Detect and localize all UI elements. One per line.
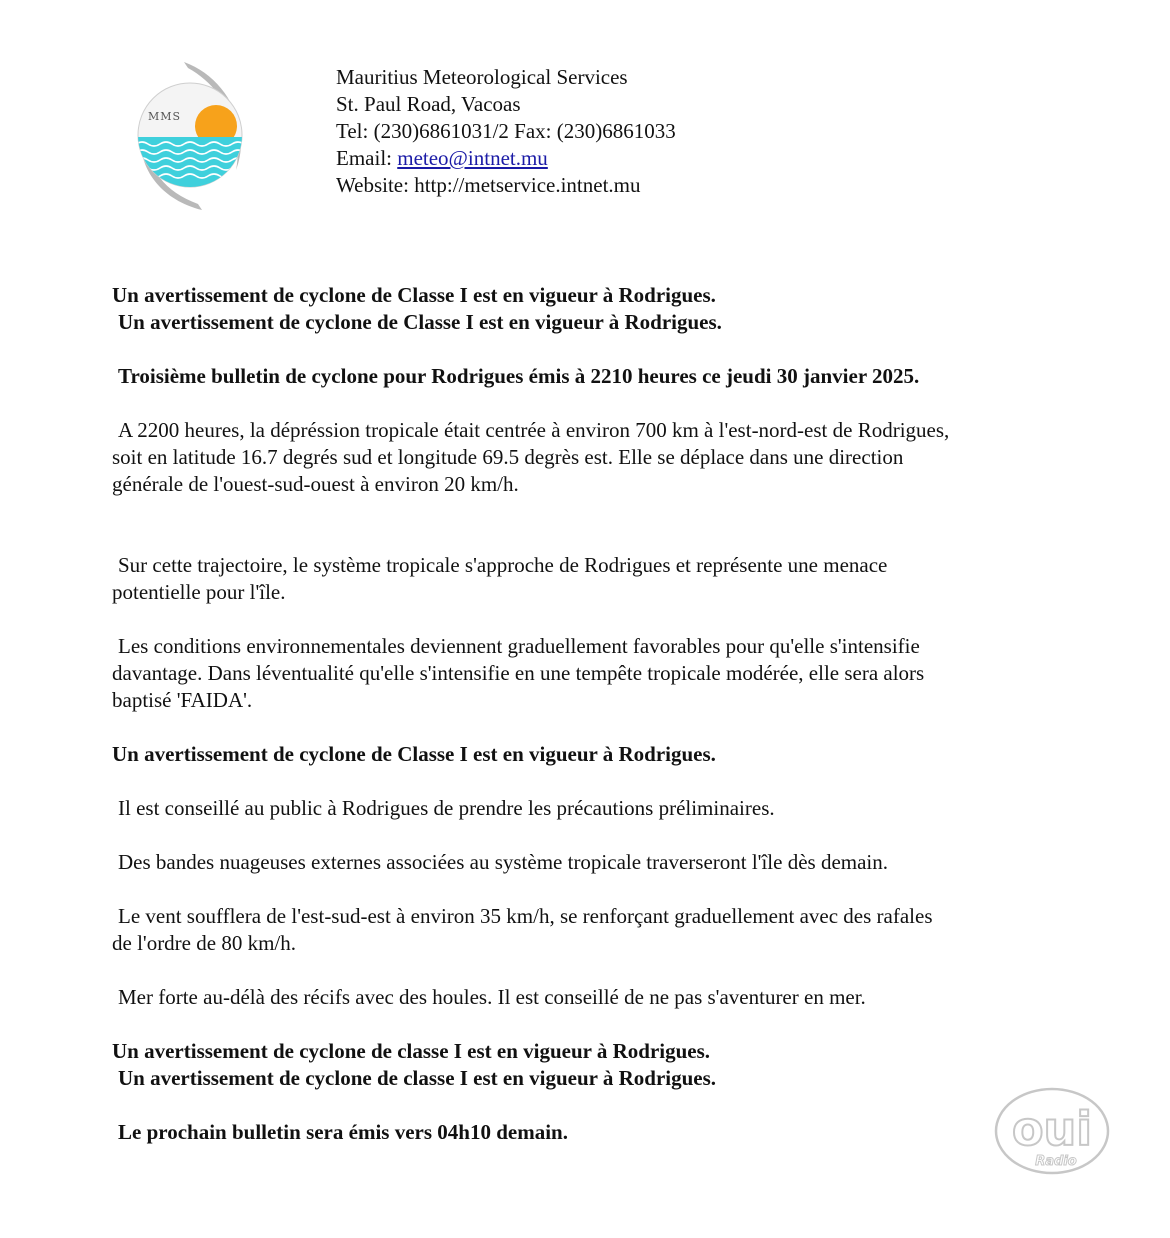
watermark-text: oui	[1011, 1102, 1093, 1156]
header-block	[336, 64, 676, 199]
email-line	[336, 145, 676, 172]
track-line-1: Sur cette trajectoire, le système tropicale s'approche de Rodrigues et représente une menace	[118, 553, 888, 577]
warning-line-3: Un avertissement de cyclone de Classe I est en vigueur à Rodrigues.	[112, 742, 716, 766]
position-line-3: générale de l'ouest-sud-ouest à environ 20 km/h.	[112, 472, 519, 496]
wind-line-1: Le vent soufflera de l'est-sud-est à environ 35 km/h, se renforçant graduellement avec des rafales	[118, 904, 933, 928]
email-link[interactable]: meteo@intnet.mu	[397, 146, 548, 170]
bulletin-body	[112, 282, 1062, 1146]
sea-line: Mer forte au-délà des récifs avec des houles. Il est conseillé de ne pas s'aventurer en mer.	[118, 985, 866, 1009]
watermark-sub: Radio	[1035, 1154, 1077, 1169]
position-line-1: A 2200 heures, la dépréssion tropicale était centrée à environ 700 km à l'est-nord-est de Rodrigues,	[118, 418, 950, 442]
mms-logo	[132, 58, 252, 216]
clouds-line: Des bandes nuageuses externes associées au système tropicale traverseront l'île dès demain.	[118, 850, 889, 874]
logo-text: MMS	[148, 110, 182, 123]
warning-line-5: Un avertissement de cyclone de classe I est en vigueur à Rodrigues.	[118, 1066, 717, 1090]
warning-line-2: Un avertissement de cyclone de Classe I est en vigueur à Rodrigues.	[118, 310, 722, 334]
track-line-2: potentielle pour l'île.	[112, 580, 286, 604]
email-label: Email:	[336, 146, 398, 170]
tel-fax: Tel: (230)6861031/2 Fax: (230)6861033	[336, 119, 676, 143]
environment-line-2: davantage. Dans léventualité qu'elle s'intensifie en une tempête tropicale modérée, elle sera alors	[112, 661, 925, 685]
warning-line-1: Un avertissement de cyclone de Classe I est en vigueur à Rodrigues.	[112, 283, 716, 307]
wind-line-2: de l'ordre de 80 km/h.	[112, 931, 296, 955]
environment-line-1: Les conditions environnementales deviennent graduellement favorables pour qu'elle s'intensifie	[118, 634, 920, 658]
environment-line-3: baptisé 'FAIDA'.	[112, 688, 253, 712]
org-name: Mauritius Meteorological Services	[336, 65, 628, 89]
position-line-2: soit en latitude 16.7 degrés sud et longitude 69.5 degrès est. Elle se déplace dans une direction	[112, 445, 904, 469]
next-bulletin-line: Le prochain bulletin sera émis vers 04h10 demain.	[118, 1120, 568, 1144]
radio-watermark	[992, 1085, 1112, 1177]
bulletin-title: Troisième bulletin de cyclone pour Rodrigues émis à 2210 heures ce jeudi 30 janvier 2025.	[118, 364, 920, 388]
advice-line: Il est conseillé au public à Rodrigues de prendre les précautions préliminaires.	[118, 796, 775, 820]
warning-line-4: Un avertissement de cyclone de classe I est en vigueur à Rodrigues.	[112, 1039, 711, 1063]
website: Website: http://metservice.intnet.mu	[336, 173, 641, 197]
address: St. Paul Road, Vacoas	[336, 92, 521, 116]
